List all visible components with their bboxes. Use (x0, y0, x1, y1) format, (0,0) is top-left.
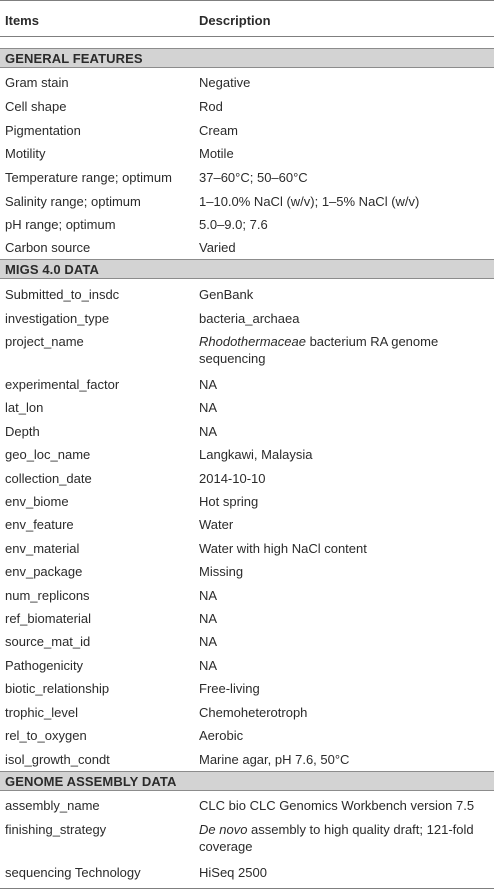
row-item: env_biome (5, 494, 69, 509)
section-migs-data (0, 259, 494, 279)
row-item: env_feature (5, 517, 74, 532)
row-item: Submitted_to_insdc (5, 287, 120, 302)
row-desc: Rod (199, 99, 223, 114)
section-genome-assembly (0, 771, 494, 791)
section-title: MIGS 4.0 DATA (5, 262, 99, 277)
row-item: rel_to_oxygen (5, 728, 87, 743)
row-desc: bacteria_archaea (199, 311, 300, 326)
row-item: geo_loc_name (5, 447, 91, 462)
section-title: GENERAL FEATURES (5, 51, 143, 66)
row-item: ref_biomaterial (5, 611, 91, 626)
row-desc: HiSeq 2500 (199, 865, 267, 880)
row-desc: Varied (199, 240, 236, 255)
row-item: sequencing Technology (5, 865, 141, 880)
row-item: investigation_type (5, 311, 110, 326)
row-item: env_material (5, 541, 80, 556)
row-item: Cell shape (5, 99, 67, 114)
header-items: Items (5, 13, 39, 28)
row-item: Pigmentation (5, 123, 81, 138)
italic-taxon: Rhodothermaceae (199, 334, 306, 349)
row-desc: NA (199, 377, 218, 392)
row-desc: 2014-10-10 (199, 471, 266, 486)
row-item: lat_lon (5, 400, 44, 415)
row-item: isol_growth_condt (5, 752, 110, 767)
row-desc: NA (199, 658, 218, 673)
row-desc: Marine agar, pH 7.6, 50°C (199, 752, 350, 767)
row-desc: NA (199, 424, 218, 439)
header-rule (0, 36, 494, 37)
row-item: assembly_name (5, 798, 100, 813)
row-desc: 5.0–9.0; 7.6 (199, 217, 268, 232)
row-item: pH range; optimum (5, 217, 116, 232)
row-desc (199, 333, 489, 367)
row-desc (199, 821, 489, 855)
row-item: Gram stain (5, 75, 69, 90)
row-desc-text: bacterium RA genome sequencing (199, 334, 439, 366)
row-desc: Chemoheterotroph (199, 705, 308, 720)
row-desc: Hot spring (199, 494, 259, 509)
row-desc: CLC bio CLC Genomics Workbench version 7.5 (199, 798, 475, 813)
row-desc: Missing (199, 564, 244, 579)
row-desc: NA (199, 634, 218, 649)
row-item: Depth (5, 424, 40, 439)
section-general-features (0, 48, 494, 68)
row-item: collection_date (5, 471, 92, 486)
row-item: Pathogenicity (5, 658, 84, 673)
row-desc: Aerobic (199, 728, 244, 743)
table-header (0, 0, 494, 36)
row-item: Temperature range; optimum (5, 170, 172, 185)
row-item: experimental_factor (5, 377, 120, 392)
row-desc: Water with high NaCl content (199, 541, 367, 556)
row-desc: Langkawi, Malaysia (199, 447, 313, 462)
row-desc-text: assembly to high quality draft; 121-fold coverage (199, 822, 474, 854)
row-item: project_name (5, 334, 84, 349)
row-item: num_replicons (5, 588, 90, 603)
row-desc: NA (199, 588, 218, 603)
row-desc: Water (199, 517, 234, 532)
row-desc: Negative (199, 75, 251, 90)
row-item: trophic_level (5, 705, 78, 720)
row-item: Salinity range; optimum (5, 194, 141, 209)
row-item: source_mat_id (5, 634, 91, 649)
row-desc: 1–10.0% NaCl (w/v); 1–5% NaCl (w/v) (199, 194, 420, 209)
row-desc: NA (199, 400, 218, 415)
row-item: finishing_strategy (5, 822, 107, 837)
row-item: Carbon source (5, 240, 91, 255)
row-desc: Motile (199, 146, 234, 161)
row-desc: NA (199, 611, 218, 626)
row-desc: Cream (199, 123, 239, 138)
row-desc: Free-living (199, 681, 260, 696)
header-description: Description (199, 13, 271, 28)
italic-term: De novo (199, 822, 248, 837)
row-desc: 37–60°C; 50–60°C (199, 170, 308, 185)
row-item: Motility (5, 146, 46, 161)
row-item: env_package (5, 564, 83, 579)
bottom-rule (0, 888, 494, 889)
section-title: GENOME ASSEMBLY DATA (5, 774, 177, 789)
row-desc: GenBank (199, 287, 254, 302)
row-item: biotic_relationship (5, 681, 110, 696)
